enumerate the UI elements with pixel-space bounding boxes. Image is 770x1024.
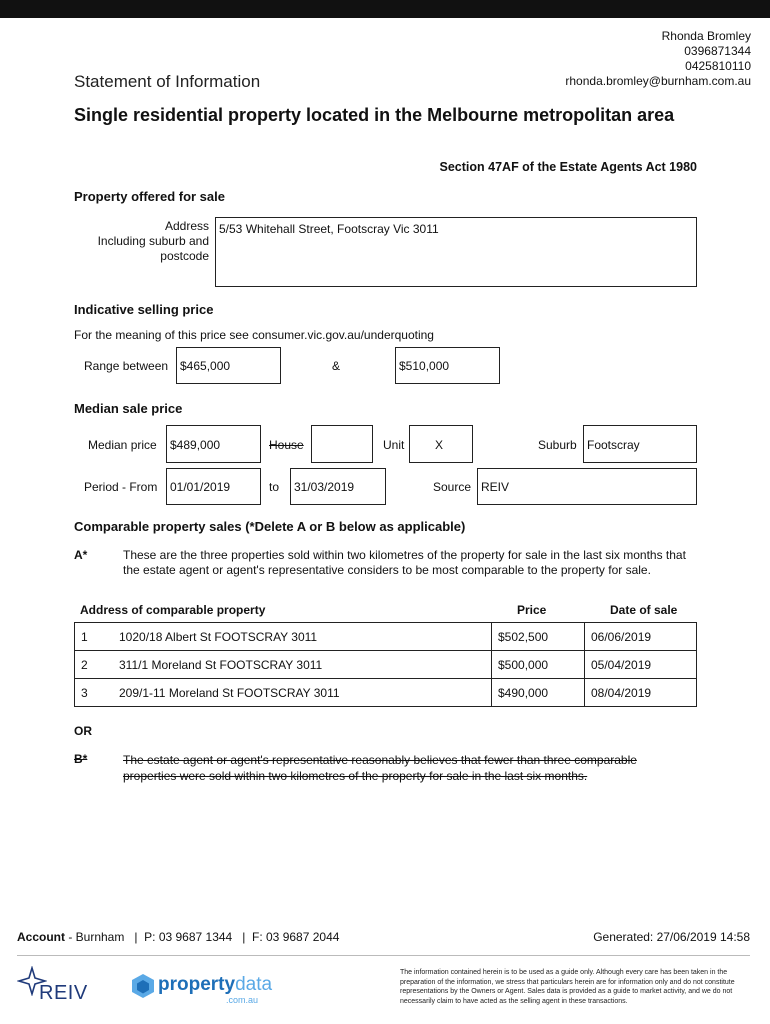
page-title: Single residential property located in the Melbourne metropolitan area (74, 105, 675, 125)
propertydata-domain: .com.au (226, 995, 259, 1005)
top-bar (0, 0, 770, 18)
table-row (75, 651, 697, 679)
disclaimer-text: The information contained herein is to be used as a guide only. Although every care has been taken in the preparation of the information, we stress that particulars herein are for information only and do not constitute representations by the Owners or Agent. Sales data is provided as a guide to market activity, and we do not necessarily claim to have acted as the selling agent in these transactions. (400, 969, 735, 1005)
option-b-marker: B* (74, 752, 88, 766)
property-heading: Property offered for sale (74, 189, 225, 204)
account-label: Account (17, 930, 65, 944)
table-row (75, 679, 697, 707)
document-title: Statement of Information (74, 72, 261, 91)
agent-name: Rhonda Bromley (661, 29, 751, 43)
period-to-field[interactable]: 31/03/2019 (290, 468, 386, 505)
range-high-field[interactable]: $510,000 (395, 347, 500, 384)
row-date: 08/04/2019 (585, 679, 697, 707)
row-address: 1020/18 Albert St FOOTSCRAY 3011 (109, 623, 492, 651)
range-label: Range between (84, 359, 169, 373)
propertydata-wordmark-main: property (158, 974, 236, 995)
row-address: 209/1-11 Moreland St FOOTSCRAY 3011 (109, 679, 492, 707)
period-label: Period - From (84, 480, 158, 494)
house-label: House (269, 438, 304, 452)
row-date: 06/06/2019 (585, 623, 697, 651)
source-field[interactable]: REIV (477, 468, 697, 505)
median-heading: Median sale price (74, 401, 183, 416)
address-label-line-1: Address (164, 219, 209, 233)
propertydata-wordmark (158, 974, 272, 996)
range-ampersand: & (332, 359, 341, 373)
table-row (75, 623, 697, 651)
comparable-heading: Comparable property sales (*Delete A or B below as applicable) (74, 519, 466, 534)
option-a-marker: A* (74, 548, 88, 562)
address-field[interactable]: 5/53 Whitehall Street, Footscray Vic 3011 (215, 217, 697, 287)
period-from-field[interactable]: 01/01/2019 (166, 468, 261, 505)
row-date: 05/04/2019 (585, 651, 697, 679)
row-number: 1 (75, 623, 110, 651)
row-price: $490,000 (492, 679, 585, 707)
account-details: - Burnham | P: 03 9687 1344 | F: 03 9687 2044 (65, 930, 340, 944)
propertydata-hex-icon (130, 973, 156, 999)
indicative-heading: Indicative selling price (74, 302, 214, 317)
col-date-header: Date of sale (610, 603, 678, 617)
period-to-label: to (269, 480, 280, 494)
or-separator: OR (74, 724, 92, 738)
col-address-header: Address of comparable property (80, 603, 266, 617)
reiv-logo (17, 966, 97, 1006)
agent-contact (565, 29, 751, 89)
footer-divider (17, 955, 750, 956)
row-number: 2 (75, 651, 110, 679)
suburb-field[interactable]: Footscray (583, 425, 697, 463)
row-address: 311/1 Moreland St FOOTSCRAY 3011 (109, 651, 492, 679)
median-price-label: Median price (88, 438, 157, 452)
house-field[interactable] (311, 425, 373, 463)
agent-email[interactable]: rhonda.bromley@burnham.com.au (565, 74, 751, 88)
underquoting-note: For the meaning of this price see consumer.vic.gov.au/underquoting (74, 328, 434, 342)
row-price: $500,000 (492, 651, 585, 679)
option-a-text: These are the three properties sold within two kilometres of the property for sale in the last six months that the estate agent or agent's representative considers to be most comparable to the property for sale. (123, 548, 686, 577)
address-label-line-3: postcode (160, 249, 209, 263)
row-price: $502,500 (492, 623, 585, 651)
reiv-wordmark: REIV (39, 982, 88, 1004)
agent-phone-1: 0396871344 (684, 44, 751, 58)
address-label (98, 219, 209, 264)
option-b-text: The estate agent or agent's representative reasonably believes that fewer than three comparable properties were sold within two kilometres of the property for sale in the last six months. (123, 753, 637, 783)
source-label: Source (433, 480, 472, 494)
col-price-header: Price (517, 603, 547, 617)
suburb-label: Suburb (538, 438, 577, 452)
propertydata-wordmark-accent: data (235, 974, 273, 995)
propertydata-logo (130, 972, 280, 1008)
footer-account (17, 930, 339, 944)
unit-label: Unit (383, 438, 405, 452)
agent-phone-2: 0425810110 (685, 59, 751, 73)
row-number: 3 (75, 679, 110, 707)
range-low-field[interactable]: $465,000 (176, 347, 281, 384)
section-reference: Section 47AF of the Estate Agents Act 1980 (439, 160, 697, 174)
median-price-field[interactable]: $489,000 (166, 425, 261, 463)
generated-timestamp: Generated: 27/06/2019 14:58 (593, 930, 750, 944)
unit-field[interactable]: X (409, 425, 473, 463)
comparable-table (74, 622, 697, 707)
address-label-line-2: Including suburb and (97, 234, 209, 248)
